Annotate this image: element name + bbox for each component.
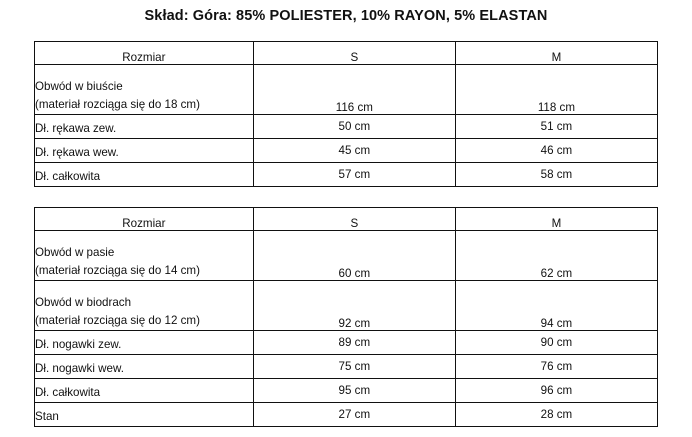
- header-cell-size-m: M: [455, 208, 657, 231]
- measurement-label-line1: Dł. nogawki wew.: [35, 362, 124, 376]
- measurement-label-line1: Obwód w biuście: [35, 80, 123, 94]
- measurement-value-m: 118 cm: [455, 65, 657, 115]
- table-header-row: [35, 42, 658, 65]
- table-body-top: [35, 65, 658, 187]
- size-table-bottom: [34, 207, 658, 427]
- table-row: [35, 139, 658, 163]
- table-row: [35, 331, 658, 355]
- measurement-value-s: 75 cm: [253, 355, 455, 379]
- measurement-value-s: 95 cm: [253, 379, 455, 403]
- measurement-value-s: 92 cm: [253, 281, 455, 331]
- measurement-value-s: 57 cm: [253, 163, 455, 187]
- measurement-label-line1: Dł. całkowita: [35, 170, 101, 184]
- measurement-value-m: 62 cm: [455, 231, 657, 281]
- measurement-label-line1: Obwód w biodrach: [35, 296, 132, 310]
- measurement-value-m: 51 cm: [455, 115, 657, 139]
- table-header-row: [35, 208, 658, 231]
- measurement-label-cell: [35, 231, 254, 281]
- measurement-label-cell: [35, 139, 254, 163]
- table-row: [35, 403, 658, 427]
- measurement-label-line2: (materiał rozciąga się do 18 cm): [35, 98, 200, 112]
- measurement-value-s: 89 cm: [253, 331, 455, 355]
- measurement-label-cell: [35, 403, 254, 427]
- header-cell-size-m: M: [455, 42, 657, 65]
- table-row: [35, 281, 658, 331]
- measurement-label-line1: Dł. rękawa zew.: [35, 122, 117, 136]
- measurement-label-cell: [35, 115, 254, 139]
- measurement-label-line1: Dł. całkowita: [35, 386, 101, 400]
- measurement-label-line2: (materiał rozciąga się do 12 cm): [35, 314, 200, 328]
- table-row: [35, 231, 658, 281]
- measurement-value-m: 58 cm: [455, 163, 657, 187]
- measurement-label-cell: [35, 163, 254, 187]
- measurement-label-line1: Obwód w pasie: [35, 246, 115, 260]
- measurement-label-line1: Dł. nogawki zew.: [35, 338, 122, 352]
- measurement-value-m: 28 cm: [455, 403, 657, 427]
- measurement-label-line1: Dł. rękawa wew.: [35, 146, 119, 160]
- table-body-bottom: [35, 231, 658, 427]
- measurement-value-m: 76 cm: [455, 355, 657, 379]
- measurement-value-m: 46 cm: [455, 139, 657, 163]
- table-row: [35, 355, 658, 379]
- table-row: [35, 163, 658, 187]
- page-title: Skład: Góra: 85% POLIESTER, 10% RAYON, 5% ELASTAN: [144, 8, 548, 24]
- measurement-value-s: 60 cm: [253, 231, 455, 281]
- measurement-value-m: 90 cm: [455, 331, 657, 355]
- table-header-bottom: [35, 208, 658, 231]
- measurement-label-cell: [35, 379, 254, 403]
- header-cell-label: Rozmiar: [35, 42, 254, 65]
- measurement-label-cell: [35, 355, 254, 379]
- measurement-label-cell: [35, 65, 254, 115]
- table-row: [35, 115, 658, 139]
- measurement-value-s: 50 cm: [253, 115, 455, 139]
- measurement-label-line2: (materiał rozciąga się do 14 cm): [35, 264, 200, 278]
- table-header-top: [35, 42, 658, 65]
- table-row: [35, 379, 658, 403]
- measurement-value-s: 116 cm: [253, 65, 455, 115]
- measurement-label-cell: [35, 281, 254, 331]
- measurement-label-cell: [35, 331, 254, 355]
- table-row: [35, 65, 658, 115]
- measurement-label-line1: Stan: [35, 410, 59, 424]
- measurement-value-s: 45 cm: [253, 139, 455, 163]
- measurement-value-m: 94 cm: [455, 281, 657, 331]
- header-cell-label: Rozmiar: [35, 208, 254, 231]
- measurement-value-m: 96 cm: [455, 379, 657, 403]
- size-table-top: [34, 41, 658, 187]
- measurement-value-s: 27 cm: [253, 403, 455, 427]
- header-cell-size-s: S: [253, 208, 455, 231]
- header-cell-size-s: S: [253, 42, 455, 65]
